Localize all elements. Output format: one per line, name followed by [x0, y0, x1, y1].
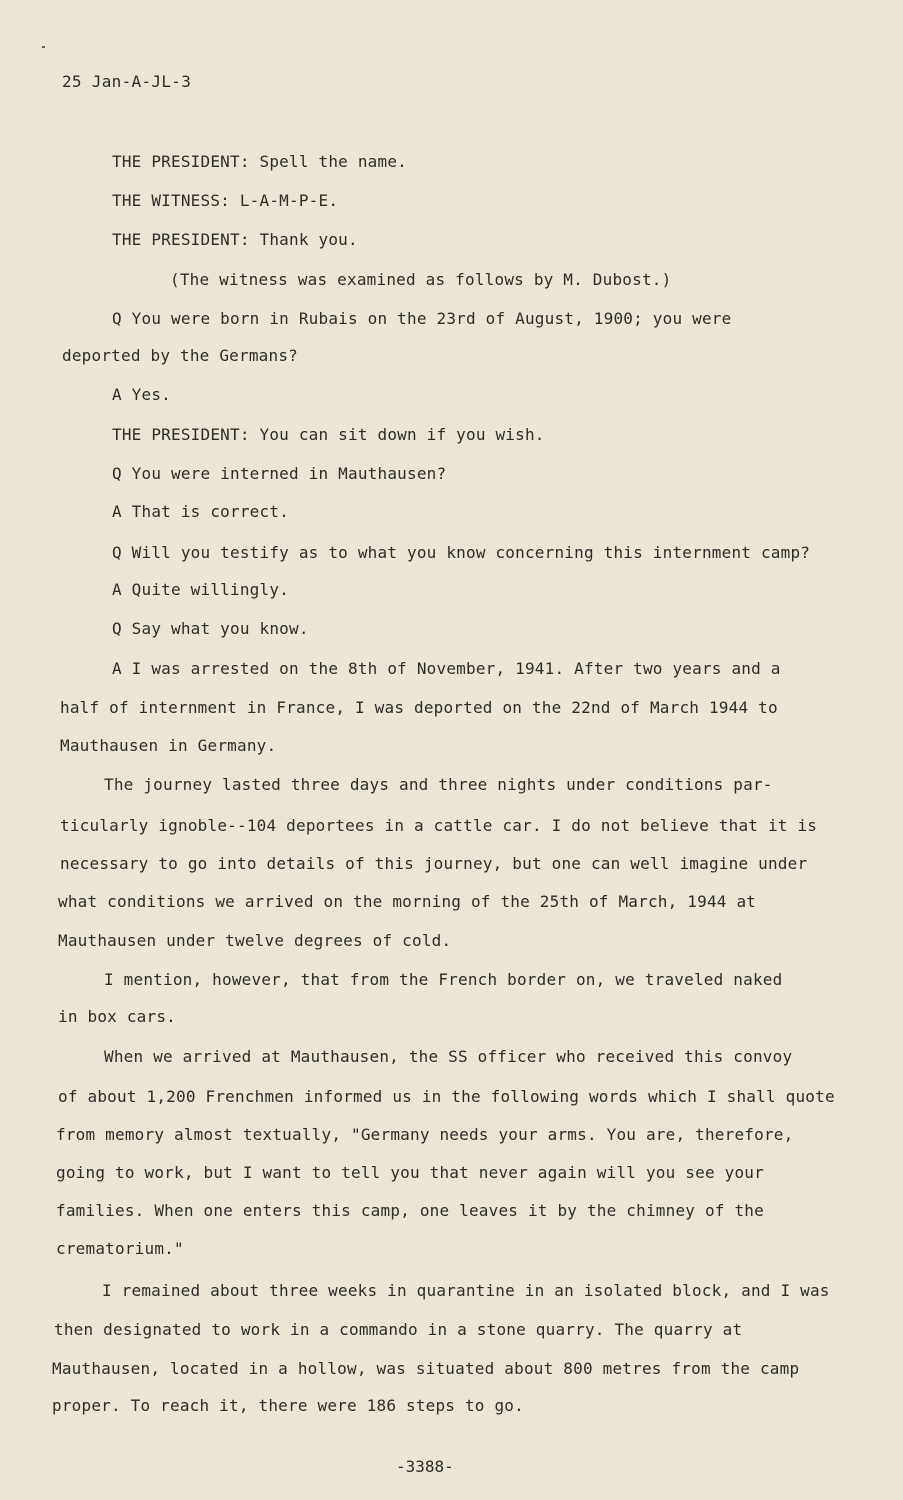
transcript-line: of about 1,200 Frenchmen informed us in the following words which I shall quote — [58, 1087, 835, 1106]
transcript-line: ticularly ignoble--104 deportees in a cattle car. I do not believe that it is — [60, 816, 818, 835]
transcript-line: THE WITNESS: L-A-M-P-E. — [112, 191, 339, 210]
transcript-line: Q You were interned in Mauthausen? — [112, 464, 447, 483]
transcript-line: Q Will you testify as to what you know concerning this internment camp? — [112, 543, 811, 562]
transcript-line: The journey lasted three days and three nights under conditions par- — [104, 775, 773, 794]
transcript-line: from memory almost textually, "Germany needs your arms. You are, therefore, — [56, 1125, 794, 1144]
transcript-line: Mauthausen under twelve degrees of cold. — [58, 931, 452, 950]
transcript-line: I remained about three weeks in quarantine in an isolated block, and I was — [102, 1281, 830, 1300]
transcript-line: then designated to work in a commando in a stone quarry. The quarry at — [54, 1320, 743, 1339]
transcript-line: A Yes. — [112, 385, 171, 404]
transcript-line: proper. To reach it, there were 186 steps to go. — [52, 1396, 524, 1415]
transcript-line: (The witness was examined as follows by M. Dubost.) — [170, 270, 672, 289]
transcript-line: THE PRESIDENT: Spell the name. — [112, 152, 407, 171]
transcript-line: Mauthausen, located in a hollow, was situated about 800 metres from the camp — [52, 1359, 800, 1378]
transcript-line: Mauthausen in Germany. — [60, 736, 277, 755]
transcript-line: A I was arrested on the 8th of November, 1941. After two years and a — [112, 659, 781, 678]
transcript-line: what conditions we arrived on the morning of the 25th of March, 1944 at — [58, 892, 757, 911]
transcript-line: A That is correct. — [112, 502, 289, 521]
document-header: 25 Jan-A-JL-3 — [62, 72, 192, 91]
transcript-line: Q You were born in Rubais on the 23rd of August, 1900; you were — [112, 309, 732, 328]
stray-mark — [42, 46, 45, 48]
transcript-line: families. When one enters this camp, one leaves it by the chimney of the — [56, 1201, 764, 1220]
transcript-line: THE PRESIDENT: You can sit down if you wish. — [112, 425, 545, 444]
transcript-line: A Quite willingly. — [112, 580, 289, 599]
page-number: -3388- — [396, 1457, 454, 1476]
transcript-line: half of internment in France, I was deported on the 22nd of March 1944 to — [60, 698, 778, 717]
transcript-line: necessary to go into details of this journey, but one can well imagine under — [60, 854, 808, 873]
transcript-line: deported by the Germans? — [62, 346, 298, 365]
transcript-line: THE PRESIDENT: Thank you. — [112, 230, 358, 249]
transcript-line: I mention, however, that from the French border on, we traveled naked — [104, 970, 783, 989]
transcript-line: crematorium." — [56, 1239, 184, 1258]
transcript-line: going to work, but I want to tell you that never again will you see your — [56, 1163, 764, 1182]
transcript-line: When we arrived at Mauthausen, the SS officer who received this convoy — [104, 1047, 793, 1066]
transcript-line: in box cars. — [58, 1007, 176, 1026]
transcript-line: Q Say what you know. — [112, 619, 309, 638]
